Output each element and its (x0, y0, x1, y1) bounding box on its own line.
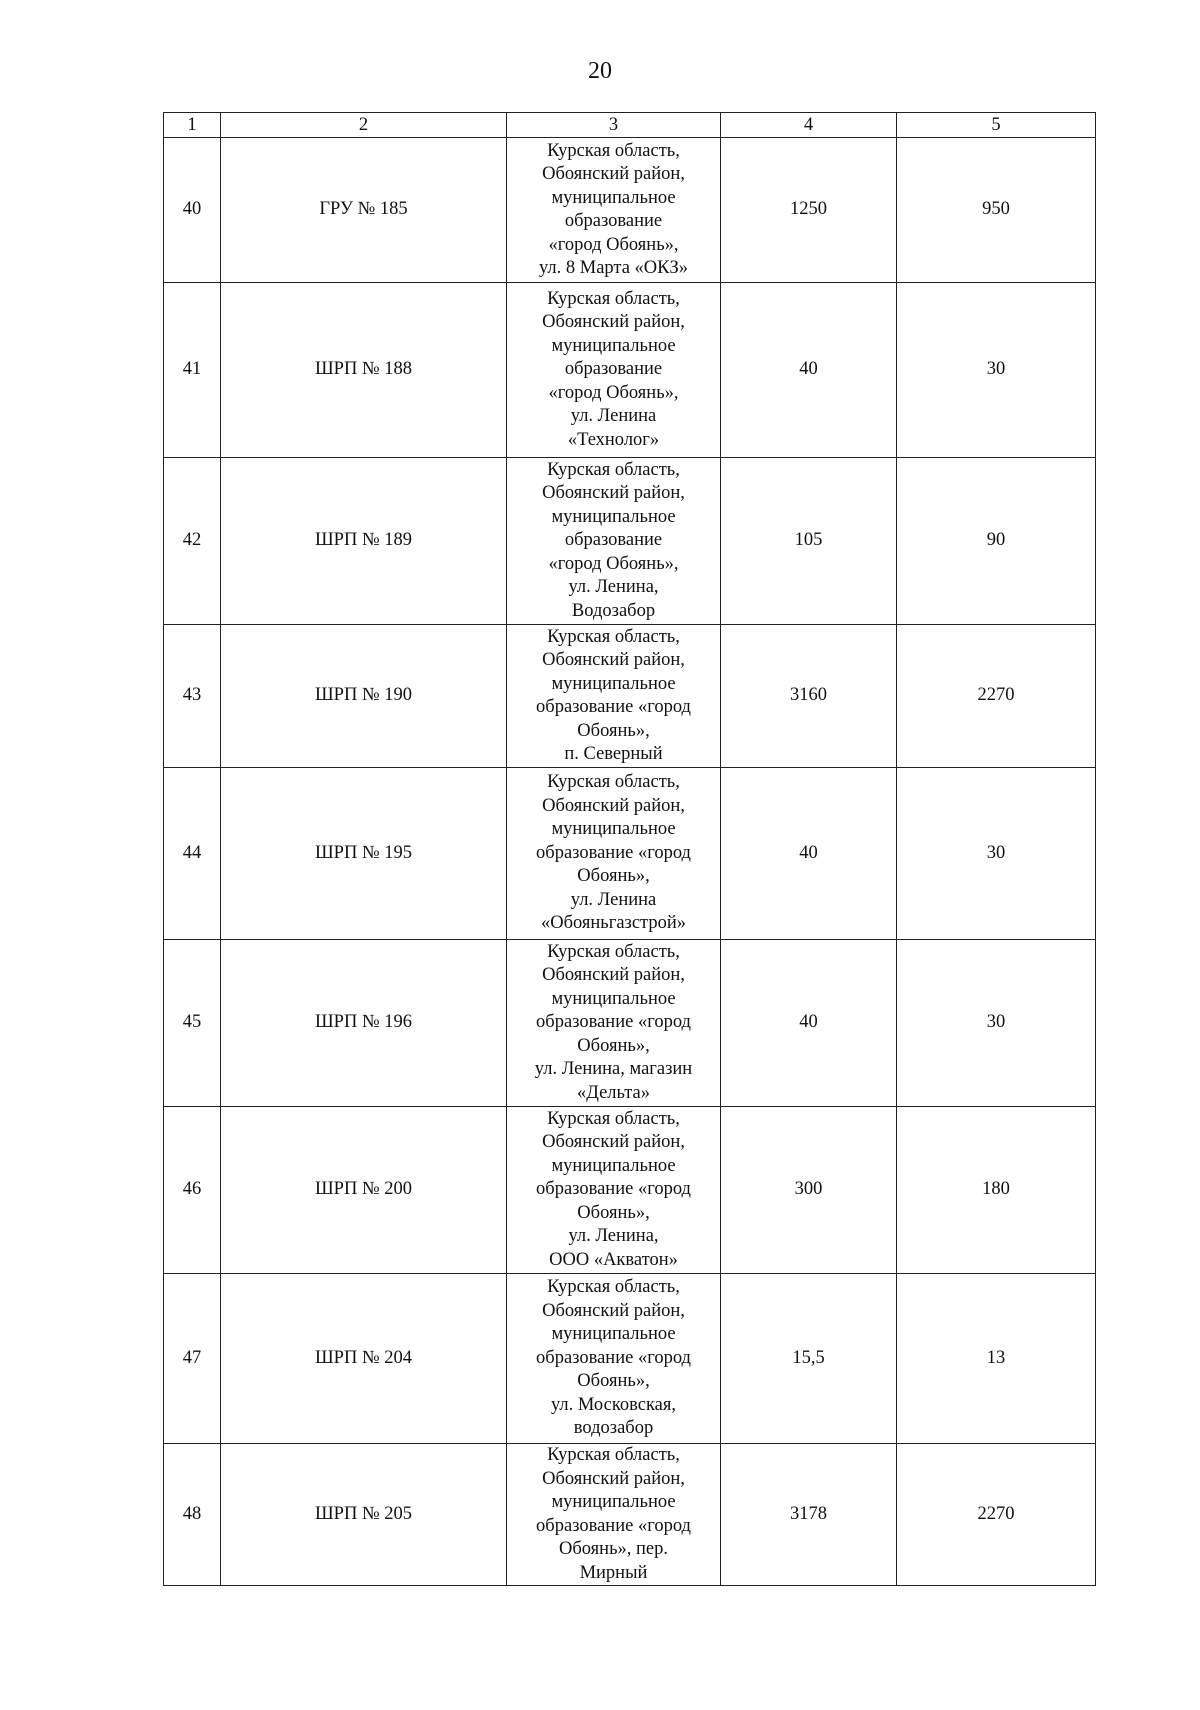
address-cell: Курская область, Обоянский район, муниципальное образование «город Обоянь», пер. Мирный (507, 1444, 721, 1586)
object-name-cell: ШРП № 189 (221, 458, 507, 625)
column-4-value-cell: 40 (721, 940, 897, 1107)
address-cell: Курская область, Обоянский район, муниципальное образование «город Обоянь», ул. Ленина, магазин «Дельта» (507, 940, 721, 1107)
column-4-value-cell: 3178 (721, 1444, 897, 1586)
column-4-value-cell: 300 (721, 1107, 897, 1274)
object-name-cell: ШРП № 205 (221, 1444, 507, 1586)
column-4-value-cell: 105 (721, 458, 897, 625)
address-cell: Курская область, Обоянский район, муниципальное образование «город Обоянь», ул. Ленина «Технолог» (507, 283, 721, 458)
column-5-value-cell: 950 (897, 138, 1096, 283)
row-number-cell: 48 (164, 1444, 221, 1586)
row-number-cell: 40 (164, 138, 221, 283)
address-cell: Курская область, Обоянский район, муниципальное образование «город Обоянь», ул. 8 Марта «ОКЗ» (507, 138, 721, 283)
address-cell: Курская область, Обоянский район, муниципальное образование «город Обоянь», ул. Ленина «Обояньгазстрой» (507, 768, 721, 940)
table-row (164, 768, 1096, 940)
object-name-cell: ШРП № 200 (221, 1107, 507, 1274)
column-4-value-cell: 40 (721, 283, 897, 458)
table-header-row (164, 113, 1096, 138)
object-name-cell: ШРП № 204 (221, 1274, 507, 1444)
object-name-cell: ГРУ № 185 (221, 138, 507, 283)
row-number-cell: 44 (164, 768, 221, 940)
row-number-cell: 41 (164, 283, 221, 458)
table-row (164, 458, 1096, 625)
column-header-3: 3 (507, 113, 721, 138)
row-number-cell: 47 (164, 1274, 221, 1444)
column-5-value-cell: 30 (897, 940, 1096, 1107)
column-5-value-cell: 90 (897, 458, 1096, 625)
column-header-2: 2 (221, 113, 507, 138)
table-row (164, 1274, 1096, 1444)
row-number-cell: 46 (164, 1107, 221, 1274)
column-header-4: 4 (721, 113, 897, 138)
page-number: 20 (588, 58, 612, 84)
column-4-value-cell: 3160 (721, 625, 897, 768)
address-cell: Курская область, Обоянский район, муниципальное образование «город Обоянь», ул. Ленина, Водозабор (507, 458, 721, 625)
row-number-cell: 43 (164, 625, 221, 768)
object-name-cell: ШРП № 188 (221, 283, 507, 458)
column-5-value-cell: 180 (897, 1107, 1096, 1274)
table-row (164, 138, 1096, 283)
column-5-value-cell: 2270 (897, 1444, 1096, 1586)
table-row (164, 940, 1096, 1107)
column-5-value-cell: 13 (897, 1274, 1096, 1444)
column-5-value-cell: 30 (897, 283, 1096, 458)
column-5-value-cell: 30 (897, 768, 1096, 940)
column-header-5: 5 (897, 113, 1096, 138)
row-number-cell: 45 (164, 940, 221, 1107)
column-4-value-cell: 40 (721, 768, 897, 940)
data-table (163, 112, 1096, 1586)
table-row (164, 1107, 1096, 1274)
table-row (164, 625, 1096, 768)
column-4-value-cell: 15,5 (721, 1274, 897, 1444)
address-cell: Курская область, Обоянский район, муниципальное образование «город Обоянь», ул. Ленина, ООО «Акватон» (507, 1107, 721, 1274)
column-5-value-cell: 2270 (897, 625, 1096, 768)
address-cell: Курская область, Обоянский район, муниципальное образование «город Обоянь», п. Северный (507, 625, 721, 768)
address-cell: Курская область, Обоянский район, муниципальное образование «город Обоянь», ул. Московская, водозабор (507, 1274, 721, 1444)
table-row (164, 1444, 1096, 1586)
column-4-value-cell: 1250 (721, 138, 897, 283)
object-name-cell: ШРП № 195 (221, 768, 507, 940)
row-number-cell: 42 (164, 458, 221, 625)
object-name-cell: ШРП № 190 (221, 625, 507, 768)
column-header-1: 1 (164, 113, 221, 138)
object-name-cell: ШРП № 196 (221, 940, 507, 1107)
table-row (164, 283, 1096, 458)
